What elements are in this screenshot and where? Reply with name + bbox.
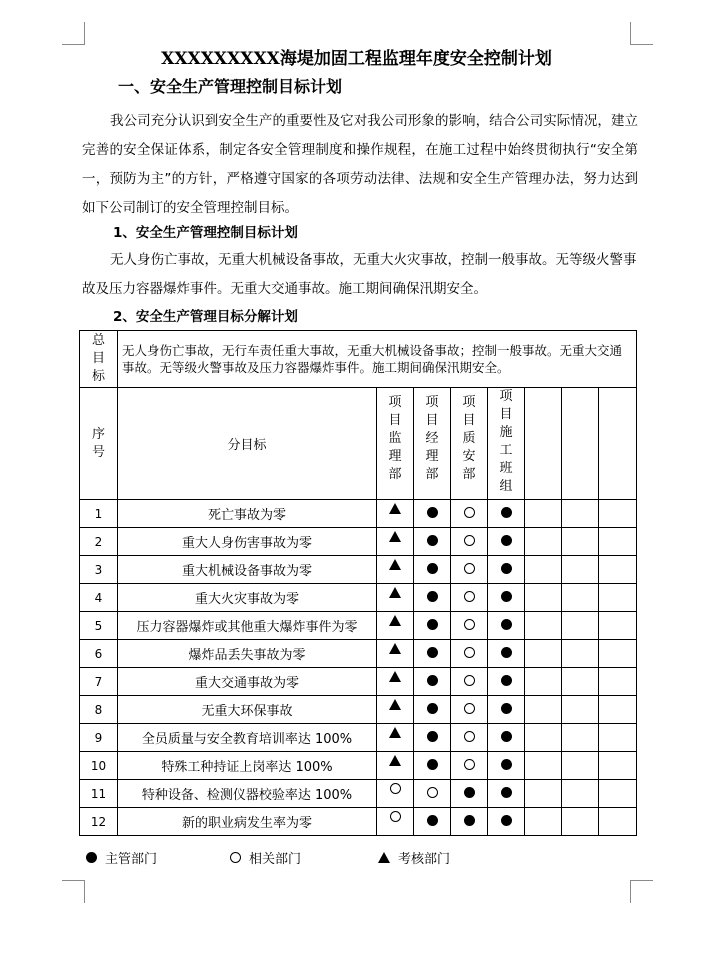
responsibility-cell	[414, 752, 451, 780]
responsibility-cell	[377, 780, 414, 808]
responsibility-cell	[562, 752, 599, 780]
responsibility-cell	[562, 612, 599, 640]
responsibility-cell	[562, 724, 599, 752]
filled-circle-icon	[464, 815, 475, 826]
filled-circle-icon	[501, 759, 512, 770]
responsibility-cell	[451, 584, 488, 612]
subsection-heading-1: 1、安全生产管理控制目标计划	[113, 225, 298, 241]
responsibility-cell	[525, 500, 562, 528]
open-circle-icon	[464, 507, 475, 518]
sub-target: 爆炸品丢失事故为零	[118, 640, 377, 668]
open-circle-icon	[464, 647, 475, 658]
filled-circle-icon	[427, 647, 438, 658]
crop-mark-top-left	[62, 22, 85, 45]
crop-mark-bottom-left	[62, 880, 85, 903]
filled-circle-icon	[427, 591, 438, 602]
section-heading: 一、安全生产管理控制目标计划	[118, 77, 343, 96]
dept-header-cell	[414, 388, 451, 500]
overall-target-text: 无人身伤亡事故，无行车责任重大事故，无重大机械设备事故；控制一般事故。无重大交通事故。无等级火警事故及压力容器爆炸事件。施工期间确保汛期安全。	[118, 331, 637, 388]
responsibility-cell	[525, 752, 562, 780]
open-circle-icon	[464, 563, 475, 574]
responsibility-cell	[562, 584, 599, 612]
sub-target: 特种设备、检测仪器校验率达 100%	[118, 780, 377, 808]
row-number: 8	[80, 696, 118, 724]
target-breakdown-table	[79, 330, 637, 836]
responsibility-cell	[451, 752, 488, 780]
filled-circle-icon	[501, 507, 512, 518]
responsibility-cell	[377, 500, 414, 528]
sub-target: 新的职业病发生率为零	[118, 808, 377, 836]
triangle-icon	[389, 727, 401, 738]
intro-paragraph: 我公司充分认识到安全生产的重要性及它对我公司形象的影响，结合公司实际情况，建立完善的安全保证体系，制定各安全管理制度和操作规程，在施工过程中始终贯彻执行“安全第一，预防为主”的方针，严格遵守国家的各项劳动法律、法规和安全生产管理办法，努力达到如下公司制订的安全管理控制目标。	[82, 113, 638, 216]
responsibility-cell	[377, 808, 414, 836]
responsibility-cell	[414, 808, 451, 836]
row-number: 1	[80, 500, 118, 528]
responsibility-cell	[562, 500, 599, 528]
triangle-icon	[389, 531, 401, 542]
responsibility-cell	[451, 556, 488, 584]
filled-circle-icon	[427, 703, 438, 714]
crop-mark-top-right	[630, 22, 653, 45]
responsibility-cell	[377, 612, 414, 640]
subsection-paragraph-1: 无人身伤亡事故，无重大机械设备事故，无重大火灾事故，控制一般事故。无等级火警事故及压力容器爆炸事件。无重大交通事故。施工期间确保汛期安全。	[82, 252, 637, 297]
crop-mark-bottom-right	[630, 880, 653, 903]
responsibility-cell	[488, 668, 525, 696]
open-circle-icon	[464, 619, 475, 630]
responsibility-cell	[525, 668, 562, 696]
responsibility-cell	[488, 584, 525, 612]
filled-circle-icon	[501, 731, 512, 742]
triangle-icon	[389, 699, 401, 710]
legend-related-label: 相关部门	[249, 852, 302, 867]
triangle-icon	[389, 587, 401, 598]
responsibility-cell	[599, 500, 637, 528]
responsibility-cell	[488, 780, 525, 808]
responsibility-cell	[414, 612, 451, 640]
legend-item-lead	[86, 848, 157, 867]
table-row	[80, 612, 637, 640]
overall-target-label: 总目标	[91, 333, 105, 384]
triangle-icon	[389, 559, 401, 570]
seq-header-cell	[80, 388, 118, 500]
dept-header-cell	[377, 388, 414, 500]
responsibility-cell	[599, 780, 637, 808]
document-title: XXXXXXXXX海堤加固工程监理年度安全控制计划	[161, 49, 552, 69]
responsibility-cell	[451, 640, 488, 668]
responsibility-cell	[599, 668, 637, 696]
open-circle-icon	[464, 731, 475, 742]
table-row	[80, 696, 637, 724]
filled-circle-icon	[427, 759, 438, 770]
table-row	[80, 780, 637, 808]
triangle-icon	[389, 755, 401, 766]
table-row	[80, 584, 637, 612]
legend-lead-label: 主管部门	[105, 852, 158, 867]
dept-header-cell	[599, 388, 637, 500]
row-number: 4	[80, 584, 118, 612]
responsibility-cell	[525, 556, 562, 584]
responsibility-cell	[488, 500, 525, 528]
responsibility-cell	[488, 528, 525, 556]
responsibility-cell	[599, 528, 637, 556]
dept-header: 项目监理部	[388, 395, 402, 482]
responsibility-cell	[599, 724, 637, 752]
sub-target: 全员质量与安全教育培训率达 100%	[118, 724, 377, 752]
table-row	[80, 724, 637, 752]
responsibility-cell	[525, 612, 562, 640]
filled-circle-icon	[464, 787, 475, 798]
responsibility-cell	[488, 696, 525, 724]
open-circle-icon	[464, 535, 475, 546]
responsibility-cell	[525, 640, 562, 668]
filled-circle-icon	[427, 619, 438, 630]
dept-header-cell	[525, 388, 562, 500]
dept-header-cell	[562, 388, 599, 500]
responsibility-cell	[414, 780, 451, 808]
responsibility-cell	[414, 584, 451, 612]
triangle-icon	[389, 503, 401, 514]
responsibility-cell	[451, 528, 488, 556]
row-number: 6	[80, 640, 118, 668]
responsibility-cell	[525, 584, 562, 612]
filled-circle-icon	[86, 852, 97, 863]
responsibility-cell	[525, 780, 562, 808]
responsibility-cell	[377, 528, 414, 556]
responsibility-cell	[451, 612, 488, 640]
responsibility-cell	[451, 724, 488, 752]
responsibility-cell	[377, 584, 414, 612]
filled-circle-icon	[427, 815, 438, 826]
filled-circle-icon	[501, 703, 512, 714]
sub-target: 死亡事故为零	[118, 500, 377, 528]
open-circle-icon	[230, 852, 241, 863]
responsibility-cell	[488, 640, 525, 668]
responsibility-cell	[562, 780, 599, 808]
legend-item-assess	[378, 848, 450, 867]
open-circle-icon	[390, 811, 401, 822]
row-number: 11	[80, 780, 118, 808]
responsibility-cell	[599, 556, 637, 584]
dept-header-cell	[488, 388, 525, 500]
filled-circle-icon	[501, 675, 512, 686]
responsibility-cell	[377, 640, 414, 668]
sub-target: 重大交通事故为零	[118, 668, 377, 696]
table-row	[80, 556, 637, 584]
responsibility-cell	[377, 556, 414, 584]
responsibility-cell	[488, 808, 525, 836]
responsibility-cell	[488, 752, 525, 780]
open-circle-icon	[427, 787, 438, 798]
filled-circle-icon	[501, 787, 512, 798]
row-number: 12	[80, 808, 118, 836]
responsibility-cell	[488, 724, 525, 752]
sub-target: 无重大环保事故	[118, 696, 377, 724]
dept-header: 项目经理部	[425, 395, 439, 482]
open-circle-icon	[464, 675, 475, 686]
overall-target-row	[80, 331, 637, 388]
responsibility-cell	[525, 696, 562, 724]
responsibility-cell	[414, 528, 451, 556]
responsibility-cell	[414, 668, 451, 696]
table-body	[80, 500, 637, 836]
responsibility-cell	[414, 500, 451, 528]
responsibility-cell	[562, 808, 599, 836]
open-circle-icon	[390, 783, 401, 794]
filled-circle-icon	[427, 507, 438, 518]
responsibility-cell	[414, 724, 451, 752]
row-number: 2	[80, 528, 118, 556]
sub-target: 重大火灾事故为零	[118, 584, 377, 612]
responsibility-cell	[562, 696, 599, 724]
responsibility-cell	[525, 808, 562, 836]
responsibility-cell	[377, 696, 414, 724]
header-row	[80, 388, 637, 500]
filled-circle-icon	[501, 563, 512, 574]
legend-assess-label: 考核部门	[398, 852, 451, 867]
responsibility-cell	[377, 752, 414, 780]
responsibility-cell	[599, 808, 637, 836]
filled-circle-icon	[427, 535, 438, 546]
responsibility-cell	[599, 640, 637, 668]
open-circle-icon	[464, 591, 475, 602]
responsibility-cell	[488, 556, 525, 584]
responsibility-cell	[377, 668, 414, 696]
sub-target: 重大人身伤害事故为零	[118, 528, 377, 556]
row-number: 10	[80, 752, 118, 780]
triangle-icon	[389, 643, 401, 654]
responsibility-cell	[599, 752, 637, 780]
table-row	[80, 500, 637, 528]
sub-target-header: 分目标	[118, 388, 377, 500]
responsibility-cell	[599, 696, 637, 724]
sub-target: 重大机械设备事故为零	[118, 556, 377, 584]
sub-target: 压力容器爆炸或其他重大爆炸事件为零	[118, 612, 377, 640]
sub-target: 特殊工种持证上岗率达 100%	[118, 752, 377, 780]
responsibility-cell	[377, 724, 414, 752]
table-row	[80, 640, 637, 668]
filled-circle-icon	[501, 815, 512, 826]
row-number: 7	[80, 668, 118, 696]
row-number: 9	[80, 724, 118, 752]
responsibility-cell	[488, 612, 525, 640]
open-circle-icon	[464, 759, 475, 770]
filled-circle-icon	[427, 675, 438, 686]
open-circle-icon	[464, 703, 475, 714]
responsibility-cell	[451, 500, 488, 528]
responsibility-cell	[562, 556, 599, 584]
filled-circle-icon	[501, 535, 512, 546]
overall-target-label-cell	[80, 331, 118, 388]
table-row	[80, 528, 637, 556]
responsibility-cell	[525, 724, 562, 752]
responsibility-cell	[599, 584, 637, 612]
triangle-icon	[389, 671, 401, 682]
subsection-heading-2: 2、安全生产管理目标分解计划	[113, 309, 298, 325]
responsibility-cell	[599, 612, 637, 640]
dept-header-cell	[451, 388, 488, 500]
responsibility-cell	[451, 780, 488, 808]
responsibility-cell	[562, 528, 599, 556]
triangle-icon	[389, 615, 401, 626]
legend-item-related	[230, 848, 301, 867]
responsibility-cell	[525, 528, 562, 556]
row-number: 3	[80, 556, 118, 584]
triangle-icon	[378, 852, 390, 863]
responsibility-cell	[451, 696, 488, 724]
filled-circle-icon	[501, 591, 512, 602]
responsibility-cell	[414, 556, 451, 584]
dept-header: 项目施工班组	[499, 389, 513, 494]
row-number: 5	[80, 612, 118, 640]
table-row	[80, 752, 637, 780]
responsibility-cell	[451, 668, 488, 696]
dept-header: 项目质安部	[462, 395, 476, 482]
filled-circle-icon	[427, 731, 438, 742]
table-row	[80, 668, 637, 696]
responsibility-cell	[414, 696, 451, 724]
filled-circle-icon	[427, 563, 438, 574]
responsibility-cell	[451, 808, 488, 836]
seq-header: 序号	[91, 426, 105, 460]
responsibility-cell	[562, 668, 599, 696]
filled-circle-icon	[501, 647, 512, 658]
responsibility-cell	[414, 640, 451, 668]
filled-circle-icon	[501, 619, 512, 630]
responsibility-cell	[562, 640, 599, 668]
table-row	[80, 808, 637, 836]
